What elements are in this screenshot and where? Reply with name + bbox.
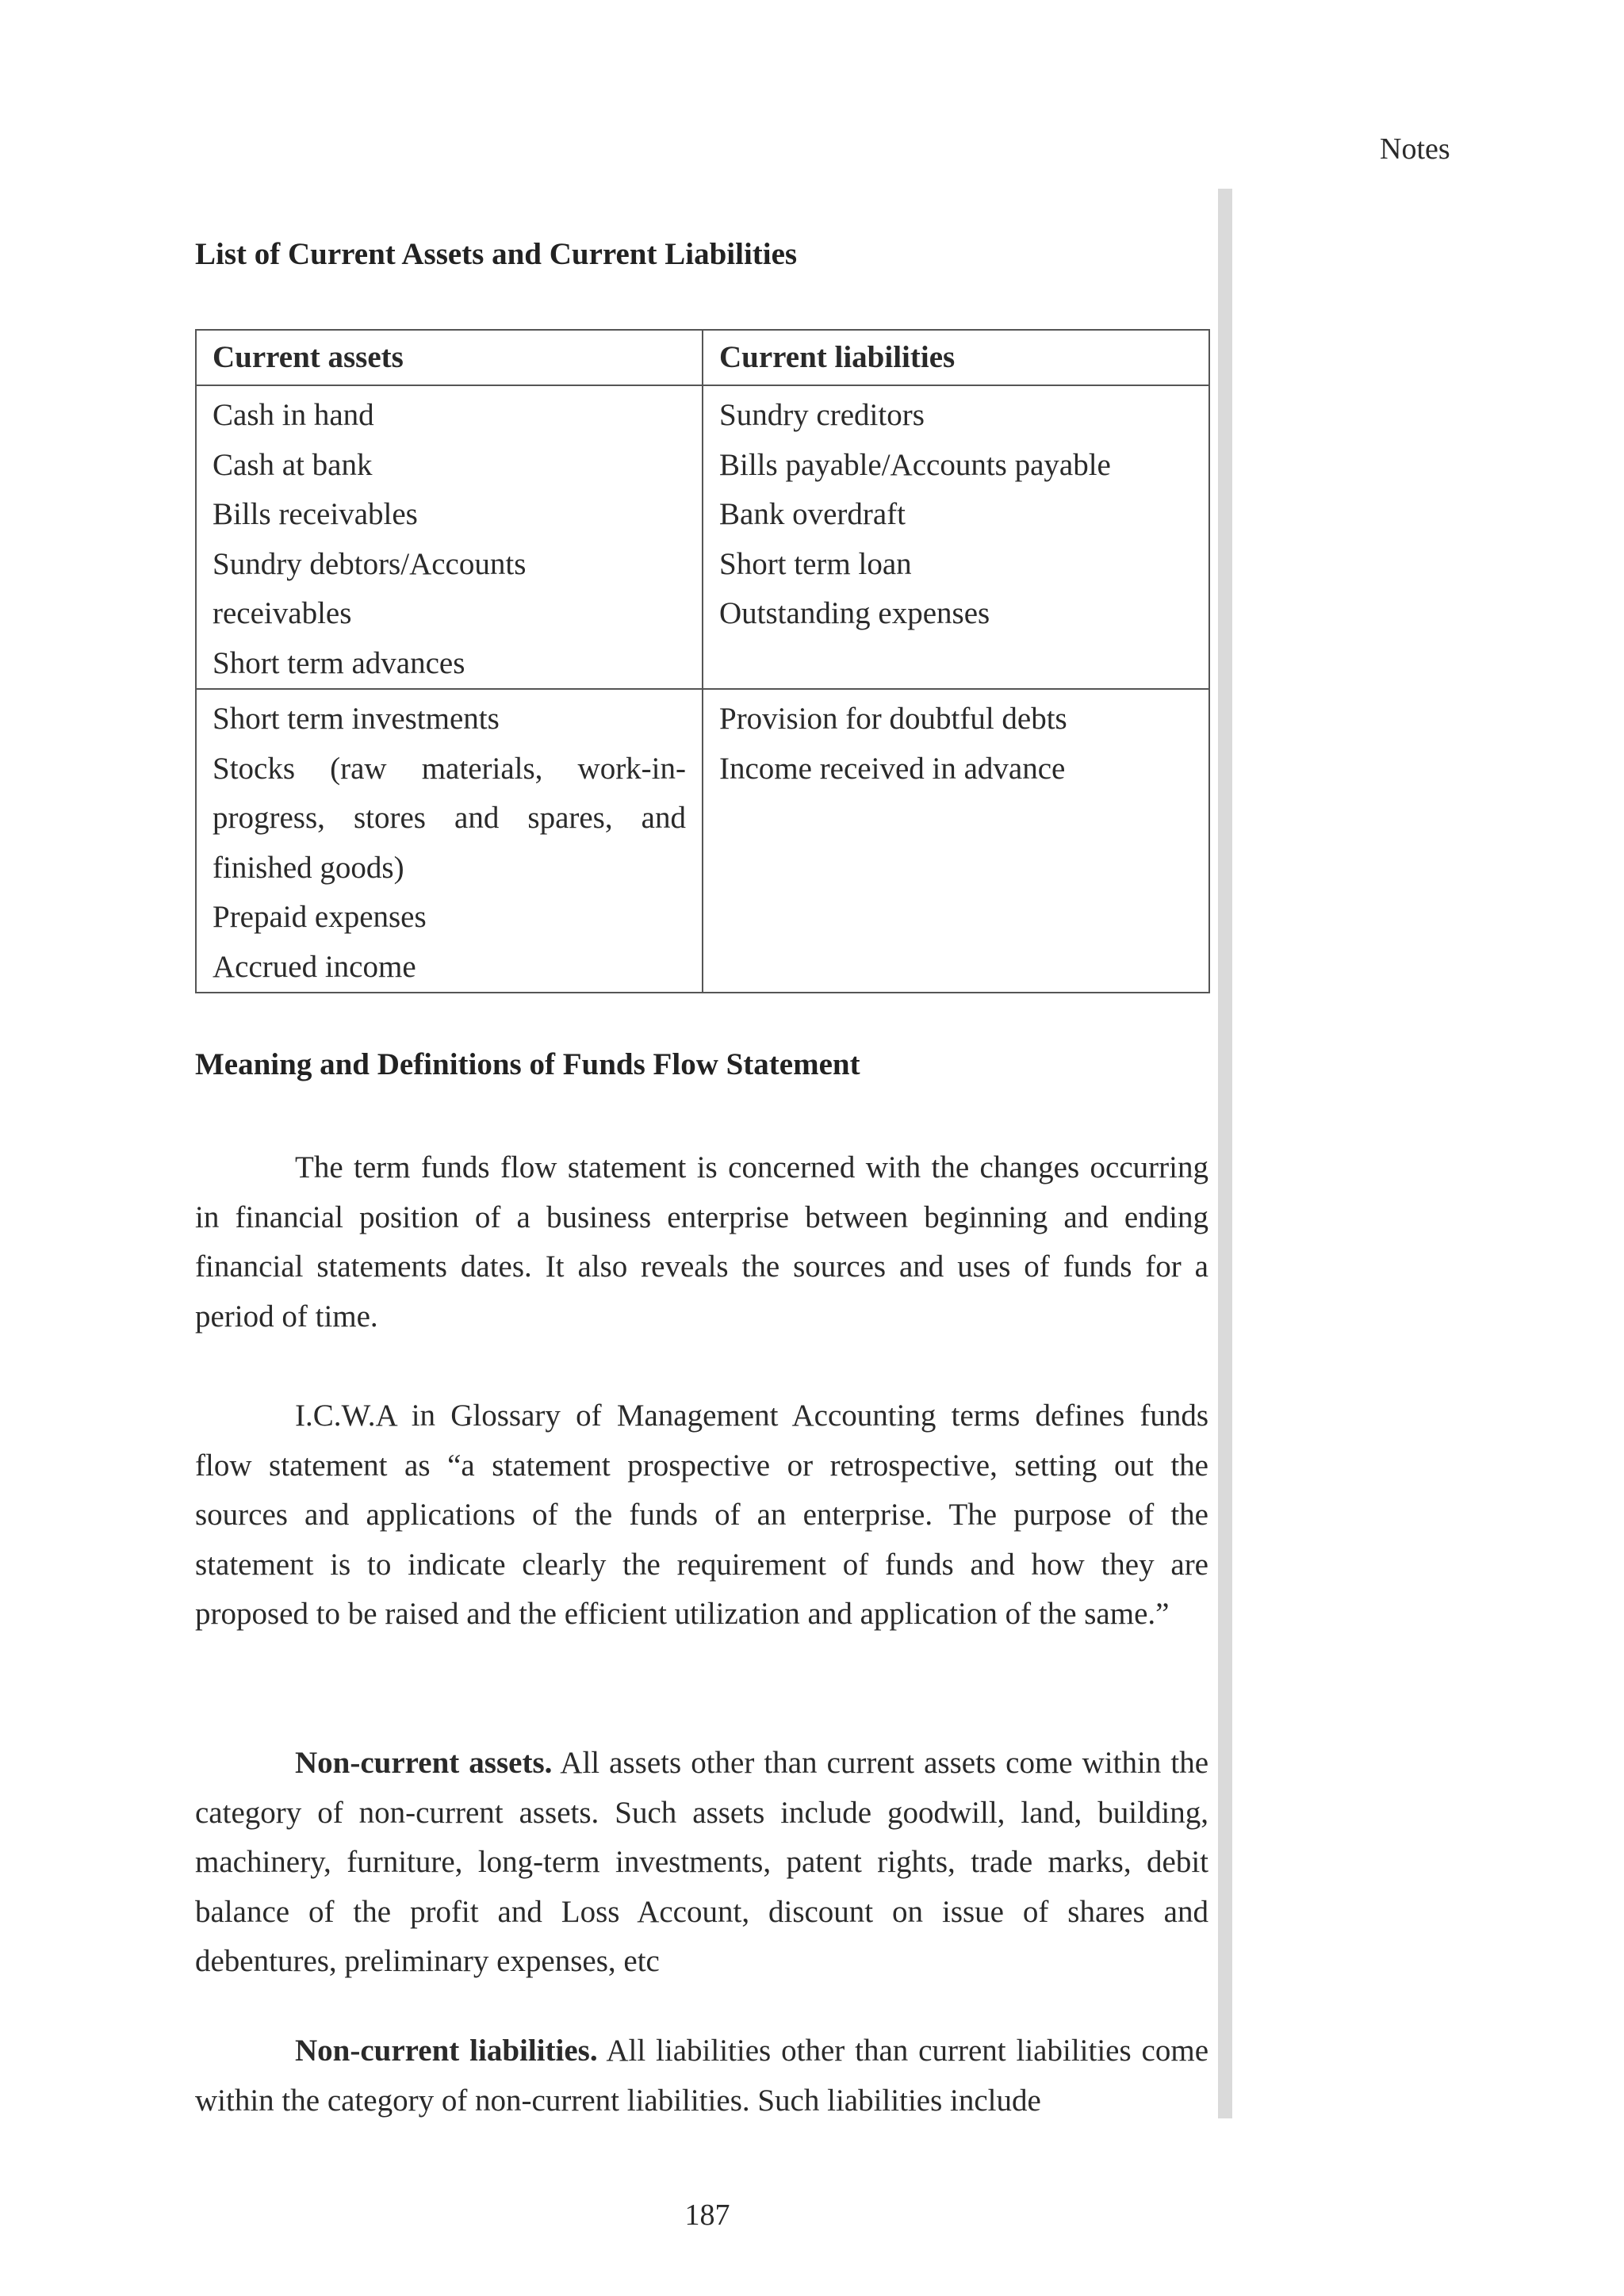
page-number: 187 (684, 2198, 730, 2232)
list-item: Short term investments (213, 702, 500, 736)
list-item: Cash in hand (213, 398, 374, 432)
table-row (196, 689, 1209, 993)
list-item: Sundry creditors (719, 398, 925, 432)
list-item: Provision for doubtful debts (719, 702, 1067, 736)
list-item: Cash at bank (213, 447, 373, 482)
list-item: Outstanding expenses (719, 596, 990, 630)
list-item: Bills payable/Accounts payable (719, 447, 1111, 482)
body-non-current-liabilities: All liabilities other than current liabilities come within the category of non-current liabilities. Such liabilities include (195, 2034, 1209, 2118)
body-non-current-assets: All assets other than current assets come within the category of non-current assets. Such assets include goodwill, land, building, machinery, furniture, long-term investments, patent rights, trade marks, debit balance of the profit and Loss Account, discount on issue of shares and debentures, preliminary expenses, etc (195, 1746, 1209, 1978)
paragraph-icwa-definition: I.C.W.A in Glossary of Management Accounting terms defines funds flow statement as “a statement prospective or retrospective, setting out the sources and applications of the funds of an enterprise. The purpose of the statement is to indicate clearly the requirement of funds and how they are proposed to be raised and the efficient utilization and application of the same.” (195, 1399, 1208, 1631)
paragraph-funds-flow-meaning: The term funds flow statement is concerned with the changes occurring in financial position of a business enterprise between beginning and ending financial statements dates. It also reveals the sources and uses of funds for a period of time. (195, 1150, 1208, 1334)
assets-cell-group-2 (196, 689, 703, 993)
header-current-liabilities: Current liabilities (703, 330, 1209, 385)
list-item: Bills receivables (213, 497, 418, 531)
paragraph-non-current-liabilities (195, 2026, 1208, 2126)
term-non-current-assets: Non-current assets. (295, 1746, 553, 1780)
paragraph-non-current-assets (195, 1739, 1208, 1987)
term-non-current-liabilities: Non-current liabilities. (295, 2034, 598, 2068)
list-item: Short term advances (213, 645, 465, 680)
table-header-row (196, 330, 1209, 385)
assets-cell-group-1 (196, 385, 703, 689)
section-title-funds-flow: Meaning and Definitions of Funds Flow Statement (195, 1047, 860, 1081)
list-item: Prepaid expenses (213, 900, 427, 934)
list-item: Accrued income (213, 949, 416, 984)
list-item: Bank overdraft (719, 497, 906, 531)
table-row (196, 385, 1209, 689)
list-item: Sundry debtors/Accounts receivables (213, 546, 527, 630)
section-title-current-assets-liabilities: List of Current Assets and Current Liabilities (195, 237, 798, 271)
margin-bar (1218, 189, 1232, 2118)
list-item: Short term loan (719, 546, 912, 581)
liabilities-cell-group-2 (703, 689, 1209, 993)
list-item: Stocks (raw materials, work-in-progress, stores and spares, and finished goods) (213, 751, 686, 885)
notes-label: Notes (1380, 132, 1450, 166)
header-current-assets: Current assets (196, 330, 703, 385)
list-item: Income received in advance (719, 751, 1066, 786)
assets-liabilities-table (195, 329, 1210, 993)
liabilities-cell-group-1 (703, 385, 1209, 689)
